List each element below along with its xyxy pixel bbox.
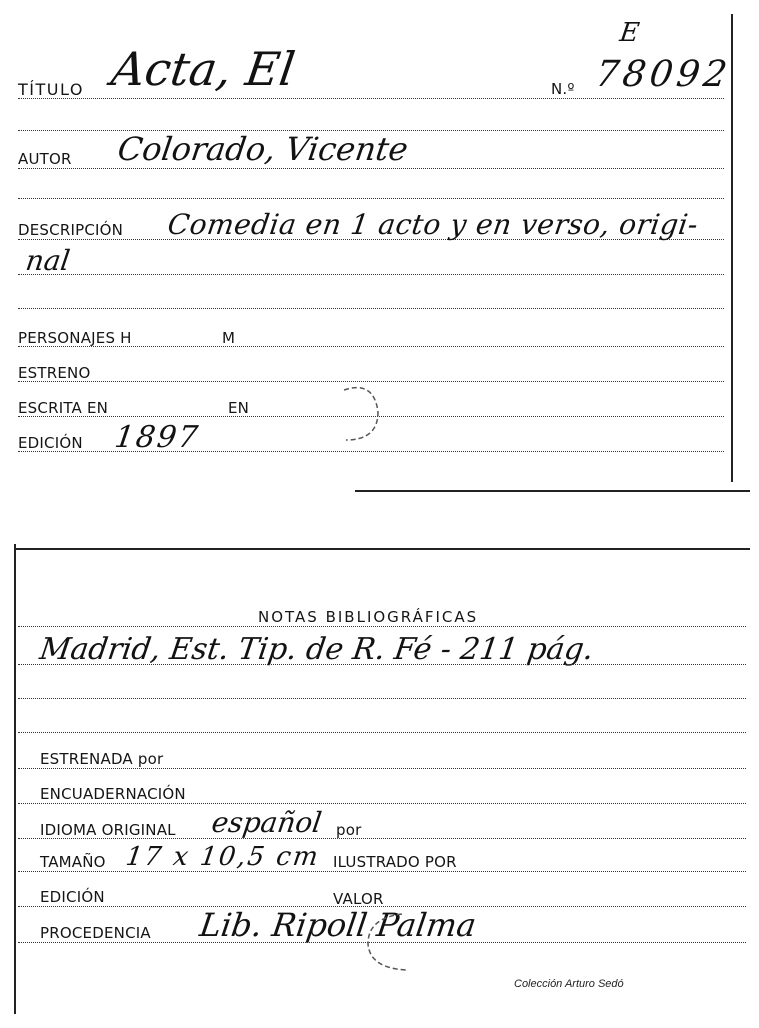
encuadernacion-rule	[18, 803, 746, 804]
escrita-en-second-label: EN	[228, 399, 250, 417]
valor-label: VALOR	[333, 890, 384, 908]
card-left-border	[14, 544, 16, 1014]
tamano-label: TAMAÑO	[40, 853, 106, 871]
notas-rule-1	[18, 664, 746, 665]
descripcion-rule-2	[18, 274, 724, 275]
blank-rule-2	[18, 198, 724, 199]
numero-value: 78092	[593, 54, 734, 95]
personajes-rule	[18, 346, 724, 347]
edicion-label: EDICIÓN	[18, 434, 83, 452]
notas-rule-2	[18, 698, 746, 699]
edicion-rule	[18, 451, 724, 452]
idioma-value: español	[209, 806, 324, 839]
titulo-label: TÍTULO	[18, 80, 84, 99]
catalog-card-front	[0, 0, 759, 500]
punch-hole-mark	[362, 908, 412, 976]
idioma-por-label: por	[336, 821, 362, 839]
idioma-label: IDIOMA ORIGINAL	[40, 821, 176, 839]
blank-rule-3	[18, 308, 724, 309]
autor-label: AUTOR	[18, 150, 72, 168]
punch-hole-mark	[334, 384, 384, 446]
procedencia-value: Lib. Ripoll Palma	[197, 906, 479, 944]
tamano-value: 17 x 10,5 cm	[123, 842, 322, 872]
edicion-value: 1897	[112, 420, 202, 455]
titulo-rule	[18, 98, 724, 99]
card-top-border	[14, 548, 750, 550]
escrita-en-label: ESCRITA EN	[18, 399, 109, 417]
ilustrado-label: ILUSTRADO POR	[333, 853, 457, 871]
card-right-border	[731, 14, 733, 482]
estrenada-rule	[18, 768, 746, 769]
back-edicion-label: EDICIÓN	[40, 888, 105, 906]
descripcion-value-line1: Comedia en 1 acto y en verso, origi-	[165, 208, 701, 241]
card-bottom-border	[355, 490, 750, 492]
titulo-value: Acta, El	[108, 42, 299, 96]
heading-rule	[18, 626, 746, 627]
collection-footer: Colección Arturo Sedó	[514, 978, 624, 990]
catalog-card-back	[0, 540, 759, 1020]
estreno-rule	[18, 381, 724, 382]
notas-rule-3	[18, 732, 746, 733]
descripcion-value-line2: nal	[23, 244, 73, 277]
autor-value: Colorado, Vicente	[115, 130, 411, 168]
personajes-label: PERSONAJES H	[18, 329, 132, 347]
numero-label: N.º	[551, 80, 575, 98]
estreno-label: ESTRENO	[18, 364, 91, 382]
notas-value: Madrid, Est. Tip. de R. Fé - 211 pág.	[37, 632, 596, 667]
procedencia-label: PROCEDENCIA	[40, 924, 151, 942]
encuadernacion-label: ENCUADERNACIÓN	[40, 785, 186, 803]
autor-rule	[18, 168, 724, 169]
corner-letter: E	[617, 18, 642, 48]
notas-heading: NOTAS BIBLIOGRÁFICAS	[258, 608, 479, 626]
idioma-rule	[18, 838, 746, 839]
estrenada-label: ESTRENADA por	[40, 750, 164, 768]
personajes-m-label: M	[222, 329, 236, 347]
tamano-rule	[18, 871, 746, 872]
descripcion-label: DESCRIPCIÓN	[18, 221, 124, 239]
